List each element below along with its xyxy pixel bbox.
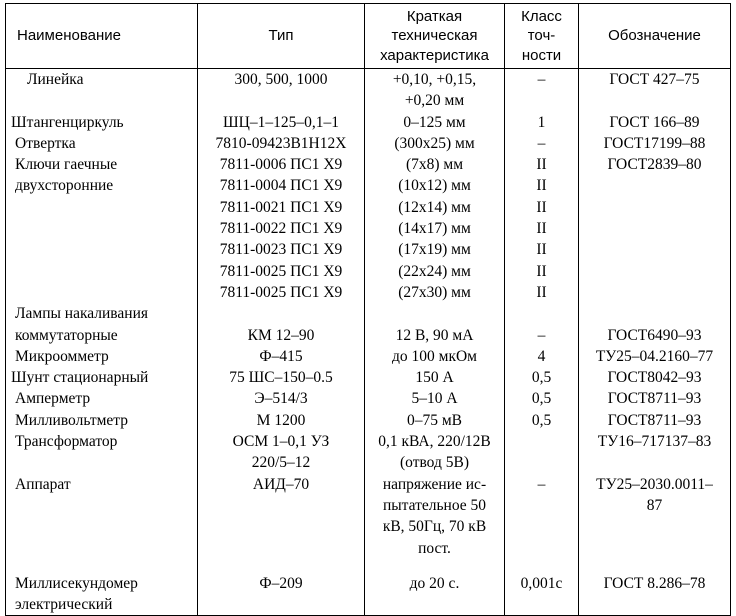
cell-type: ШЦ–1–125–0,1–1 [198,112,365,133]
cell-name: двухсторонние [15,177,114,195]
cell-characteristic: 5–10 А [365,388,505,409]
cell-class: II [505,154,579,175]
cell-type: 7811-0004 ПС1 Х9 [198,175,365,196]
header-accuracy-class: Класс точ- ности [505,4,579,69]
cell-designation: ТУ16–717137–83 [579,431,731,474]
cell-designation: ГОСТ8711–93 [579,388,731,409]
cell-name: Шунт стационарный [6,367,198,388]
cell-class: II [505,197,579,218]
cell-name: Лампы накаливания [15,305,149,323]
cell-designation: ГОСТ2839–80 [579,154,731,175]
header-characteristic: Краткая техническая характеристика [365,4,505,69]
cell-name: Трансформатор [15,433,118,451]
cell-characteristic: (7х8) мм [365,154,505,175]
header-name: Наименование [6,4,198,69]
cell-type: 7811-0022 ПС1 Х9 [198,218,365,239]
cell-name: Ключи гаечные [15,156,118,174]
cell-name: Микроомметр [15,347,109,365]
cell-characteristic: 0–75 мВ [365,410,505,431]
cell-characteristic: (17х19) мм [365,239,505,260]
cell-name: Отвертка [15,134,76,152]
cell-characteristic: (22х24) мм [365,261,505,282]
table-row [6,69,731,112]
cell-class: 0,001с [505,573,579,616]
cell-type: 7811-0023 ПС1 Х9 [198,239,365,260]
cell-type: М 1200 [198,410,365,431]
table-row [6,367,731,388]
cell-designation: ГОСТ 427–75 [579,69,731,112]
cell-name: коммутаторные [15,326,118,344]
table-row [6,431,731,474]
cell-characteristic: 0,1 кВА, 220/12В (отвод 5В) [365,431,505,474]
cell-name: Амперметр [15,390,91,408]
cell-designation: ГОСТ17199–88 [579,133,731,154]
cell-type: 7811-0025 ПС1 Х9 [198,282,365,303]
cell-class: – [505,133,579,154]
cell-class: 1 [505,112,579,133]
cell-characteristic: 0–125 мм [365,112,505,133]
cell-type: Э–514/3 [198,388,365,409]
cell-class: II [505,239,579,260]
table-row [6,175,731,196]
cell-characteristic: (10х12) мм [365,175,505,196]
header-type: Тип [198,4,365,69]
cell-class: – [505,474,579,559]
table-row [6,346,731,367]
table-row [6,282,731,303]
cell-characteristic: напряжение ис- пытательное 50 кВ, 50Гц, 70 кВ пост. [365,474,505,559]
header-designation: Обозначение [579,4,731,69]
cell-type: Ф–415 [198,346,365,367]
cell-type: 7810-09423В1Н12Х [198,133,365,154]
cell-name: Аппарат [15,475,71,493]
cell-type: 7811-0021 ПС1 Х9 [198,197,365,218]
cell-class: 0,5 [505,388,579,409]
cell-characteristic: (27х30) мм [365,282,505,303]
table-row [6,112,731,133]
cell-name: Милливольтметр [15,411,128,429]
table-row [6,573,731,616]
cell-class: 0,5 [505,410,579,431]
instruments-table [5,3,731,616]
cell-designation: ГОСТ 8.286–78 [579,573,731,616]
cell-class: – [505,69,579,112]
cell-characteristic: до 100 мкОм [365,346,505,367]
cell-class: II [505,218,579,239]
table-row [6,154,731,175]
table-row [6,261,731,282]
table-row [6,410,731,431]
cell-name: Штангенциркуль [6,112,198,133]
cell-type: КМ 12–90 [198,325,365,346]
cell-designation: ТУ25–2030.0011– 87 [579,474,731,559]
cell-class: II [505,261,579,282]
cell-characteristic: +0,10, +0,15, +0,20 мм [365,69,505,112]
table-row [6,325,731,346]
cell-type: 300, 500, 1000 [198,69,365,112]
table-row [6,388,731,409]
cell-class: – [505,325,579,346]
cell-characteristic: до 20 с. [365,573,505,616]
table-row [6,197,731,218]
header-row [6,4,731,69]
cell-designation: ГОСТ8042–93 [579,367,731,388]
cell-type: 75 ШС–150–0.5 [198,367,365,388]
cell-name: Миллисекундомер электрический [6,573,198,616]
cell-characteristic: (12х14) мм [365,197,505,218]
cell-type: АИД–70 [198,474,365,559]
cell-type: ОСМ 1–0,1 УЗ 220/5–12 [198,431,365,474]
cell-designation: ГОСТ6490–93 [579,325,731,346]
cell-type: 7811-0025 ПС1 Х9 [198,261,365,282]
cell-designation: ГОСТ8711–93 [579,410,731,431]
table-row [6,303,731,324]
table-row [6,474,731,559]
cell-characteristic: 12 В, 90 мА [365,325,505,346]
cell-class: 4 [505,346,579,367]
cell-characteristic: (300х25) мм [365,133,505,154]
cell-designation: ГОСТ 166–89 [579,112,731,133]
table-row [6,218,731,239]
cell-type: 7811-0006 ПС1 Х9 [198,154,365,175]
cell-name: Линейка [27,71,84,88]
cell-characteristic: 150 А [365,367,505,388]
spacer-row [6,559,731,573]
cell-characteristic: (14х17) мм [365,218,505,239]
table-row [6,133,731,154]
cell-class: II [505,175,579,196]
cell-type: Ф–209 [198,573,365,616]
cell-class: 0,5 [505,367,579,388]
cell-class: II [505,282,579,303]
cell-designation: ТУ25–04.2160–77 [579,346,731,367]
table-row [6,239,731,260]
